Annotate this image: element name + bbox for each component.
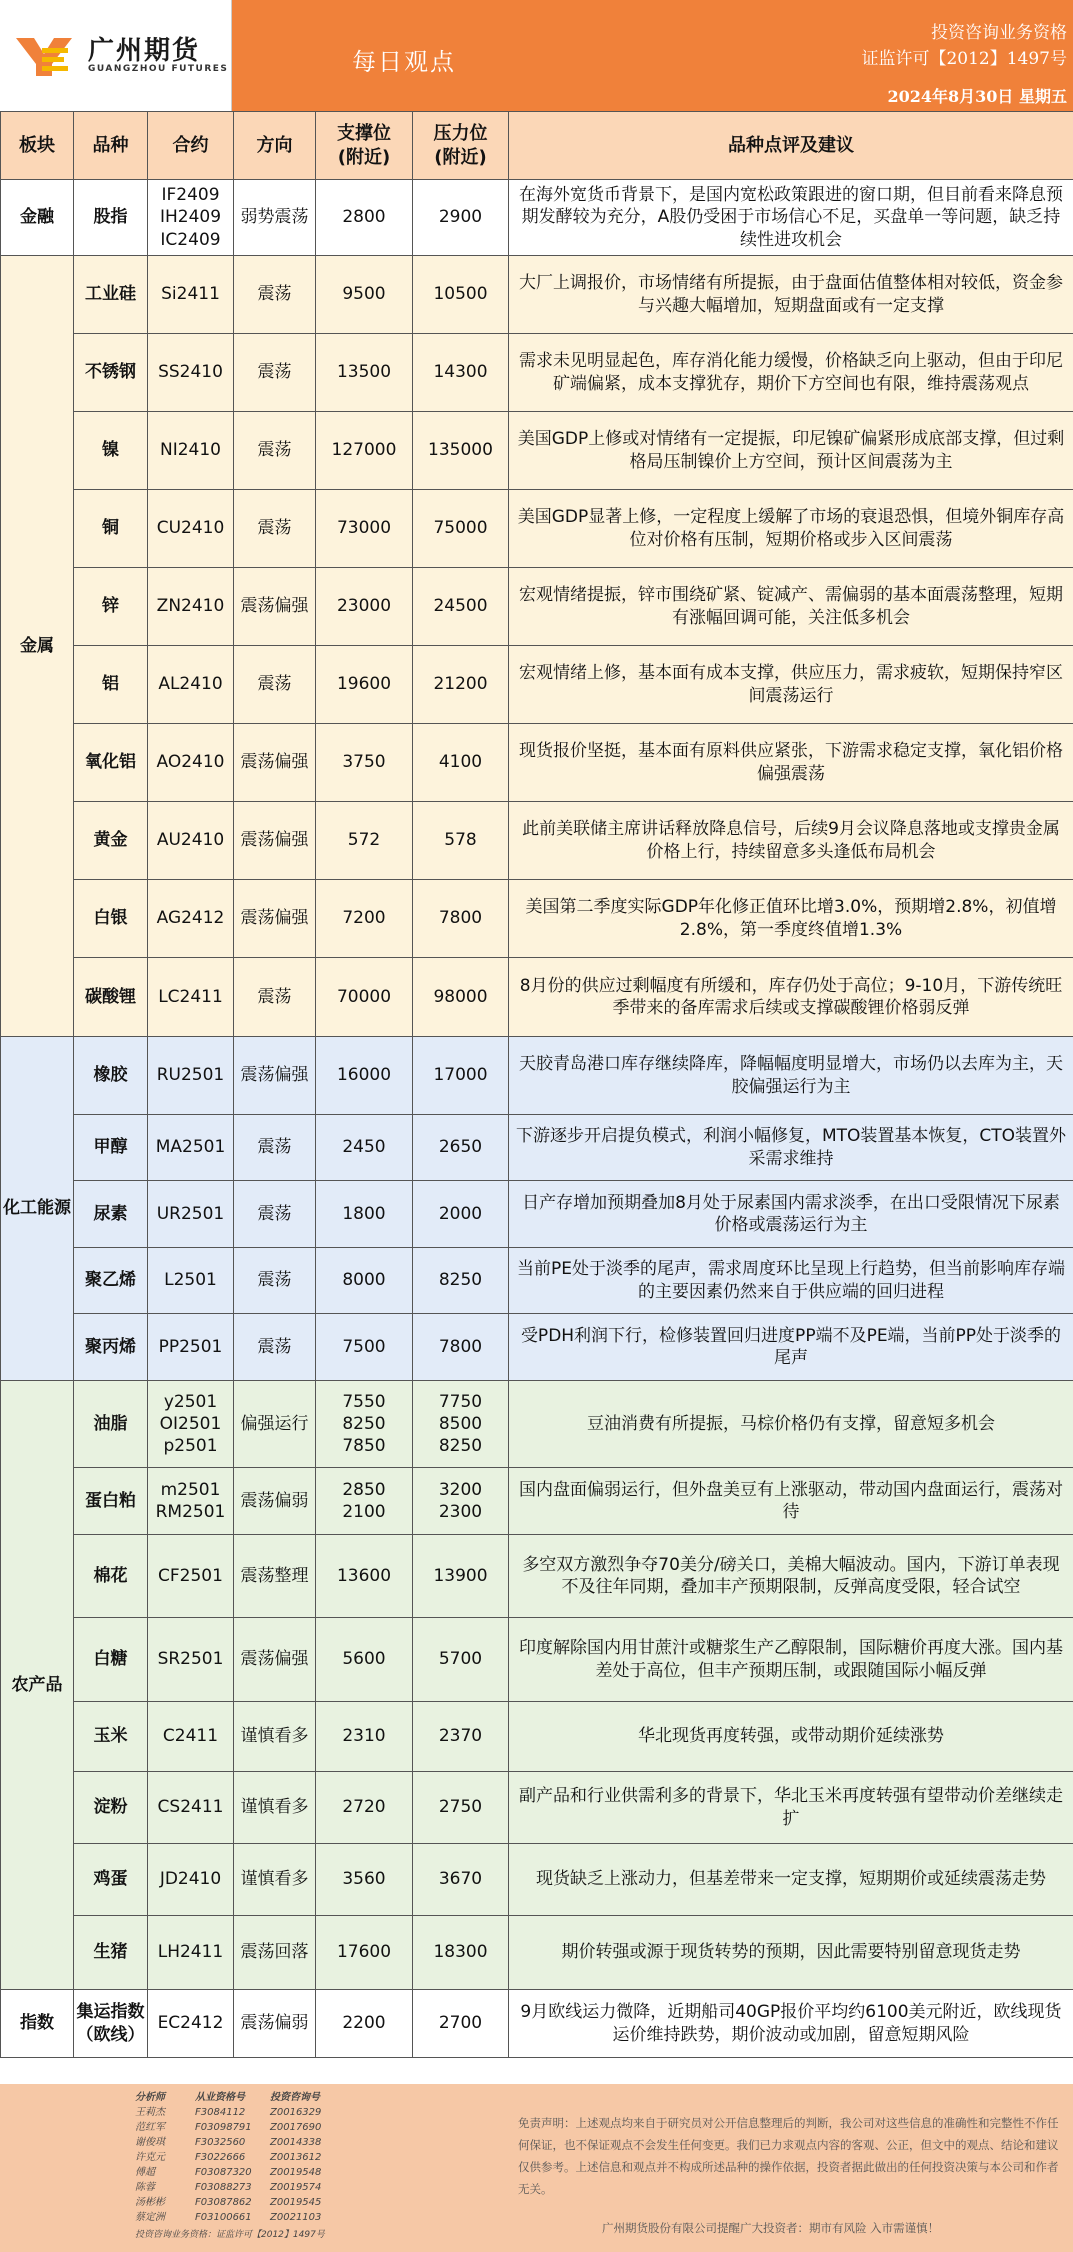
resistance-cell: 75000 <box>413 490 509 568</box>
analyst-row <box>135 2135 335 2150</box>
comment-cell: 宏观情绪上修，基本面有成本支撑，供应压力，需求疲软，短期保持窄区间震荡运行 <box>509 646 1073 724</box>
direction-cell: 谨慎看多 <box>234 1702 316 1772</box>
direction-cell: 震荡 <box>234 1181 316 1248</box>
support-cell: 73000 <box>316 490 413 568</box>
table-row <box>1 334 1073 412</box>
table-row <box>1 958 1073 1037</box>
comment-cell: 多空双方激烈争夺70美分/磅关口，美棉大幅波动。国内，下游订单表现不及往年同期，叠加丰产预期限制，反弹高度受限，轻合试空 <box>509 1535 1073 1618</box>
contract-cell: RU2501 <box>148 1037 234 1115</box>
support-cell: 23000 <box>316 568 413 646</box>
support-cell: 16000 <box>316 1037 413 1115</box>
product-cell: 棉花 <box>74 1535 148 1618</box>
resistance-cell: 18300 <box>413 1916 509 1990</box>
report-date: 2024年8月30日 星期五 <box>887 87 1067 106</box>
resistance-cell: 7800 <box>413 880 509 958</box>
analyst-list <box>135 2090 335 2240</box>
resistance-cell: 2370 <box>413 1702 509 1772</box>
direction-cell: 偏强运行 <box>234 1381 316 1468</box>
table-row <box>1 1772 1073 1844</box>
analyst-row <box>135 2165 335 2180</box>
analyst-row <box>135 2150 335 2165</box>
contract-cell: AU2410 <box>148 802 234 880</box>
product-cell: 工业硅 <box>74 256 148 334</box>
support-cell: 3560 <box>316 1844 413 1916</box>
column-header: 合约 <box>148 112 234 180</box>
table-row <box>1 646 1073 724</box>
table-row <box>1 1181 1073 1248</box>
table-row <box>1 1702 1073 1772</box>
support-cell: 19600 <box>316 646 413 724</box>
analyst-field: Z0019574 <box>270 2182 322 2193</box>
contract-cell: Si2411 <box>148 256 234 334</box>
table-row <box>1 1381 1073 1468</box>
product-cell: 不锈钢 <box>74 334 148 412</box>
support-cell: 2800 <box>316 180 413 256</box>
contract-cell: SR2501 <box>148 1618 234 1702</box>
sector-cell: 化工能源 <box>1 1037 74 1381</box>
direction-cell: 震荡偏强 <box>234 568 316 646</box>
analyst-field: F3032560 <box>195 2137 246 2148</box>
analyst-field: Z0013612 <box>270 2152 322 2163</box>
analyst-field: 陈蓉 <box>135 2182 155 2193</box>
direction-cell: 震荡偏强 <box>234 1618 316 1702</box>
product-cell: 尿素 <box>74 1181 148 1248</box>
direction-cell: 弱势震荡 <box>234 180 316 256</box>
support-cell: 3750 <box>316 724 413 802</box>
contract-cell: C2411 <box>148 1702 234 1772</box>
resistance-cell: 10500 <box>413 256 509 334</box>
table-row <box>1 1535 1073 1618</box>
resistance-cell: 2000 <box>413 1181 509 1248</box>
daily-view-table <box>0 111 1073 2058</box>
logo-text-cn: 广州期货 <box>88 36 201 66</box>
contract-cell: CS2411 <box>148 1772 234 1844</box>
resistance-cell: 2650 <box>413 1115 509 1181</box>
product-cell: 锌 <box>74 568 148 646</box>
analyst-field: 从业资格号 <box>195 2092 245 2103</box>
resistance-cell: 24500 <box>413 568 509 646</box>
qualification-text: 投资咨询业务资格 <box>931 23 1067 43</box>
product-cell: 白糖 <box>74 1618 148 1702</box>
table-row <box>1 1618 1073 1702</box>
analyst-field: F03087862 <box>195 2197 252 2208</box>
analyst-row <box>135 2105 335 2120</box>
comment-cell: 现货缺乏上涨动力，但基差带来一定支撑，短期期价或延续震荡走势 <box>509 1844 1073 1916</box>
analyst-row <box>135 2120 335 2135</box>
column-header: 支撑位 (附近) <box>316 112 413 180</box>
company-notice: 广州期货股份有限公司提醒广大投资者：期市有风险 入市需谨慎！ <box>602 2221 940 2235</box>
support-cell: 7500 <box>316 1314 413 1381</box>
contract-cell: SS2410 <box>148 334 234 412</box>
comment-cell: 天胶青岛港口库存继续降库，降幅幅度明显增大，市场仍以去库为主，天胶偏强运行为主 <box>509 1037 1073 1115</box>
analyst-field: F3022666 <box>195 2152 246 2163</box>
comment-cell: 需求未见明显起色，库存消化能力缓慢，价格缺乏向上驱动，但由于印尼矿端偏紧，成本支撑犹存，期价下方空间也有限，维持震荡观点 <box>509 334 1073 412</box>
direction-cell: 震荡偏弱 <box>234 1990 316 2058</box>
resistance-cell: 7750 8500 8250 <box>413 1381 509 1468</box>
resistance-cell: 8250 <box>413 1248 509 1314</box>
comment-cell: 大厂上调报价，市场情绪有所提振，由于盘面估值整体相对较低，资金参与兴趣大幅增加，短期盘面或有一定支撑 <box>509 256 1073 334</box>
product-cell: 淀粉 <box>74 1772 148 1844</box>
table-header-row <box>1 112 1073 180</box>
resistance-cell: 98000 <box>413 958 509 1037</box>
product-cell: 聚丙烯 <box>74 1314 148 1381</box>
comment-cell: 宏观情绪提振，锌市围绕矿紧、锭减产、需偏弱的基本面震荡整理，短期有涨幅回调可能，关注低多机会 <box>509 568 1073 646</box>
support-cell: 2450 <box>316 1115 413 1181</box>
resistance-cell: 3200 2300 <box>413 1468 509 1535</box>
contract-cell: EC2412 <box>148 1990 234 2058</box>
analyst-field: Z0014338 <box>270 2137 322 2148</box>
direction-cell: 震荡 <box>234 412 316 490</box>
contract-cell: m2501 RM2501 <box>148 1468 234 1535</box>
resistance-cell: 2750 <box>413 1772 509 1844</box>
analyst-field: 傅超 <box>135 2167 155 2178</box>
direction-cell: 震荡偏强 <box>234 880 316 958</box>
product-cell: 甲醇 <box>74 1115 148 1181</box>
comment-cell: 在海外宽货币背景下，是国内宽松政策跟进的窗口期，但目前看来降息预期发酵较为充分，A股仍受困于市场信心不足，买盘单一等问题，缺乏持续性进攻机会 <box>509 180 1073 256</box>
product-cell: 鸡蛋 <box>74 1844 148 1916</box>
product-cell: 玉米 <box>74 1702 148 1772</box>
direction-cell: 震荡回落 <box>234 1916 316 1990</box>
guangzhou-futures-logo-icon <box>14 34 76 78</box>
contract-cell: y2501 OI2501 p2501 <box>148 1381 234 1468</box>
contract-cell: L2501 <box>148 1248 234 1314</box>
comment-cell: 美国第二季度实际GDP年化修正值环比增3.0%，预期增2.8%，初值增2.8%，第一季度终值增1.3% <box>509 880 1073 958</box>
contract-cell: NI2410 <box>148 412 234 490</box>
analyst-field: 范红军 <box>135 2122 165 2133</box>
license-text: 证监许可【2012】1497号 <box>861 49 1067 69</box>
sector-cell: 指数 <box>1 1990 74 2058</box>
column-header: 品种点评及建议 <box>509 112 1073 180</box>
product-cell: 集运指数（欧线） <box>74 1990 148 2058</box>
resistance-cell: 3670 <box>413 1844 509 1916</box>
resistance-cell: 5700 <box>413 1618 509 1702</box>
column-header: 品种 <box>74 112 148 180</box>
comment-cell: 下游逐步开启提负模式，利润小幅修复，MTO装置基本恢复，CTO装置外采需求维持 <box>509 1115 1073 1181</box>
analyst-field: F03100661 <box>195 2212 252 2223</box>
resistance-cell: 578 <box>413 802 509 880</box>
resistance-cell: 13900 <box>413 1535 509 1618</box>
comment-cell: 此前美联储主席讲话释放降息信号，后续9月会议降息落地或支撑贵金属价格上行，持续留意多头逢低布局机会 <box>509 802 1073 880</box>
analyst-field: 汤彬彬 <box>135 2197 165 2208</box>
support-cell: 2200 <box>316 1990 413 2058</box>
direction-cell: 震荡 <box>234 646 316 724</box>
comment-cell: 华北现货再度转强，或带动期价延续涨势 <box>509 1702 1073 1772</box>
analyst-field: Z0016329 <box>270 2107 322 2118</box>
analyst-row <box>135 2195 335 2210</box>
direction-cell: 震荡 <box>234 1115 316 1181</box>
support-cell: 70000 <box>316 958 413 1037</box>
comment-cell: 9月欧线运力微降，近期船司40GP报价平均约6100美元附近，欧线现货运价维持跌势，期价波动或加剧，留意短期风险 <box>509 1990 1073 2058</box>
analyst-field: Z0017690 <box>270 2122 322 2133</box>
analyst-field: Z0019548 <box>270 2167 322 2178</box>
table-row <box>1 412 1073 490</box>
contract-cell: JD2410 <box>148 1844 234 1916</box>
support-cell: 8000 <box>316 1248 413 1314</box>
column-header: 压力位 (附近) <box>413 112 509 180</box>
product-cell: 蛋白粕 <box>74 1468 148 1535</box>
resistance-cell: 14300 <box>413 334 509 412</box>
support-cell: 572 <box>316 802 413 880</box>
direction-cell: 震荡 <box>234 334 316 412</box>
table-row <box>1 880 1073 958</box>
product-cell: 生猪 <box>74 1916 148 1990</box>
product-cell: 铝 <box>74 646 148 724</box>
comment-cell: 现货报价坚挺，基本面有原料供应紧张，下游需求稳定支撑，氧化铝价格偏强震荡 <box>509 724 1073 802</box>
comment-cell: 受PDH利润下行，检修装置回归进度PP端不及PE端，当前PP处于淡季的尾声 <box>509 1314 1073 1381</box>
comment-cell: 期价转强或源于现货转势的预期，因此需要特别留意现货走势 <box>509 1916 1073 1990</box>
contract-cell: LC2411 <box>148 958 234 1037</box>
table-row <box>1 1844 1073 1916</box>
sector-cell: 金属 <box>1 256 74 1037</box>
contract-cell: CF2501 <box>148 1535 234 1618</box>
contract-cell: AG2412 <box>148 880 234 958</box>
analyst-row <box>135 2180 335 2195</box>
analyst-field: F03088273 <box>195 2182 252 2193</box>
analyst-field: 分析师 <box>135 2092 165 2103</box>
analyst-row <box>135 2090 335 2105</box>
comment-cell: 国内盘面偏弱运行，但外盘美豆有上涨驱动，带动国内盘面运行，震荡对待 <box>509 1468 1073 1535</box>
table-row <box>1 1916 1073 1990</box>
contract-cell: ZN2410 <box>148 568 234 646</box>
resistance-cell: 2700 <box>413 1990 509 2058</box>
product-cell: 股指 <box>74 180 148 256</box>
direction-cell: 震荡 <box>234 490 316 568</box>
direction-cell: 震荡 <box>234 1314 316 1381</box>
sector-cell: 农产品 <box>1 1381 74 1990</box>
comment-cell: 8月份的供应过剩幅度有所缓和，库存仍处于高位；9-10月，下游传统旺季带来的备库需求后续或支撑碳酸锂价格弱反弹 <box>509 958 1073 1037</box>
comment-cell: 当前PE处于淡季的尾声，需求周度环比呈现上行趋势，但当前影响库存端的主要因素仍然来自于供应端的回归进程 <box>509 1248 1073 1314</box>
direction-cell: 震荡 <box>234 256 316 334</box>
table-row <box>1 724 1073 802</box>
product-cell: 橡胶 <box>74 1037 148 1115</box>
contract-cell: CU2410 <box>148 490 234 568</box>
direction-cell: 震荡偏强 <box>234 1037 316 1115</box>
support-cell: 13600 <box>316 1535 413 1618</box>
analyst-field: 许克元 <box>135 2152 165 2163</box>
table-row <box>1 1037 1073 1115</box>
support-cell: 9500 <box>316 256 413 334</box>
product-cell: 黄金 <box>74 802 148 880</box>
product-cell: 碳酸锂 <box>74 958 148 1037</box>
support-cell: 7200 <box>316 880 413 958</box>
analyst-license-note: 投资咨询业务资格：证监许可【2012】1497号 <box>135 2230 325 2240</box>
comment-cell: 美国GDP上修或对情绪有一定提振，印尼镍矿偏紧形成底部支撑，但过剩格局压制镍价上方空间，预计区间震荡为主 <box>509 412 1073 490</box>
contract-cell: UR2501 <box>148 1181 234 1248</box>
table-row <box>1 568 1073 646</box>
support-cell: 13500 <box>316 334 413 412</box>
direction-cell: 震荡 <box>234 958 316 1037</box>
analyst-field: Z0019545 <box>270 2197 322 2208</box>
analyst-field: 王莉杰 <box>135 2107 165 2118</box>
analyst-field: 蔡定洲 <box>135 2212 165 2223</box>
analyst-field: 投资咨询号 <box>270 2092 320 2103</box>
comment-cell: 美国GDP显著上修，一定程度上缓解了市场的衰退恐惧，但境外铜库存高位对价格有压制，短期价格或步入区间震荡 <box>509 490 1073 568</box>
support-cell: 2310 <box>316 1702 413 1772</box>
product-cell: 铜 <box>74 490 148 568</box>
table-row <box>1 802 1073 880</box>
table-row <box>1 1115 1073 1181</box>
contract-cell: AO2410 <box>148 724 234 802</box>
analyst-row <box>135 2210 335 2225</box>
contract-cell: MA2501 <box>148 1115 234 1181</box>
header-banner <box>232 0 1073 111</box>
direction-cell: 谨慎看多 <box>234 1844 316 1916</box>
analyst-field: F03087320 <box>195 2167 252 2178</box>
product-cell: 聚乙烯 <box>74 1248 148 1314</box>
disclaimer: 免责声明：上述观点均来自于研究员对公开信息整理后的判断，我公司对这些信息的准确性和完整性不作任何保证，也不保证观点不会发生任何变更。我们已力求观点内容的客观、公正，但文中的观点、结论和建议仅供参考。上述信息和观点并不构成所述品种的操作依据，投资者据此做出的任何投资决策与本公司和作者无关。 <box>518 2116 1059 2196</box>
direction-cell: 震荡偏弱 <box>234 1468 316 1535</box>
footer <box>0 2084 1073 2252</box>
table-row <box>1 1990 1073 2058</box>
resistance-cell: 7800 <box>413 1314 509 1381</box>
table-row <box>1 1314 1073 1381</box>
direction-cell: 谨慎看多 <box>234 1772 316 1844</box>
table-row <box>1 256 1073 334</box>
column-header: 板块 <box>1 112 74 180</box>
analyst-field: Z0021103 <box>270 2212 322 2223</box>
support-cell: 127000 <box>316 412 413 490</box>
resistance-cell: 17000 <box>413 1037 509 1115</box>
analyst-field: F03098791 <box>195 2122 252 2133</box>
direction-cell: 震荡整理 <box>234 1535 316 1618</box>
support-cell: 2850 2100 <box>316 1468 413 1535</box>
product-cell: 氧化铝 <box>74 724 148 802</box>
table-row <box>1 180 1073 256</box>
comment-cell: 副产品和行业供需利多的背景下，华北玉米再度转强有望带动价差继续走扩 <box>509 1772 1073 1844</box>
comment-cell: 日产存增加预期叠加8月处于尿素国内需求淡季，在出口受限情况下尿素价格或震荡运行为主 <box>509 1181 1073 1248</box>
logo-text-en: GUANGZHOU FUTURES <box>88 64 229 74</box>
comment-cell: 印度解除国内用甘蔗汁或糖浆生产乙醇限制，国际糖价再度大涨。国内基差处于高位，但丰产预期压制，或跟随国际小幅反弹 <box>509 1618 1073 1702</box>
support-cell: 5600 <box>316 1618 413 1702</box>
header <box>0 0 1073 111</box>
page-title: 每日观点 <box>352 48 456 76</box>
analyst-field: 谢俊琪 <box>135 2137 165 2148</box>
product-cell: 油脂 <box>74 1381 148 1468</box>
comment-cell: 豆油消费有所提振，马棕价格仍有支撑，留意短多机会 <box>509 1381 1073 1468</box>
contract-cell: IF2409 IH2409 IC2409 <box>148 180 234 256</box>
resistance-cell: 21200 <box>413 646 509 724</box>
sector-cell: 金融 <box>1 180 74 256</box>
resistance-cell: 4100 <box>413 724 509 802</box>
product-cell: 白银 <box>74 880 148 958</box>
contract-cell: AL2410 <box>148 646 234 724</box>
logo <box>0 0 232 111</box>
direction-cell: 震荡 <box>234 1248 316 1314</box>
support-cell: 1800 <box>316 1181 413 1248</box>
support-cell: 2720 <box>316 1772 413 1844</box>
support-cell: 17600 <box>316 1916 413 1990</box>
analyst-field: F3084112 <box>195 2107 246 2118</box>
resistance-cell: 135000 <box>413 412 509 490</box>
table-row <box>1 1468 1073 1535</box>
direction-cell: 震荡偏强 <box>234 802 316 880</box>
column-header: 方向 <box>234 112 316 180</box>
contract-cell: LH2411 <box>148 1916 234 1990</box>
support-cell: 7550 8250 7850 <box>316 1381 413 1468</box>
resistance-cell: 2900 <box>413 180 509 256</box>
product-cell: 镍 <box>74 412 148 490</box>
table-row <box>1 1248 1073 1314</box>
direction-cell: 震荡偏强 <box>234 724 316 802</box>
table-row <box>1 490 1073 568</box>
contract-cell: PP2501 <box>148 1314 234 1381</box>
